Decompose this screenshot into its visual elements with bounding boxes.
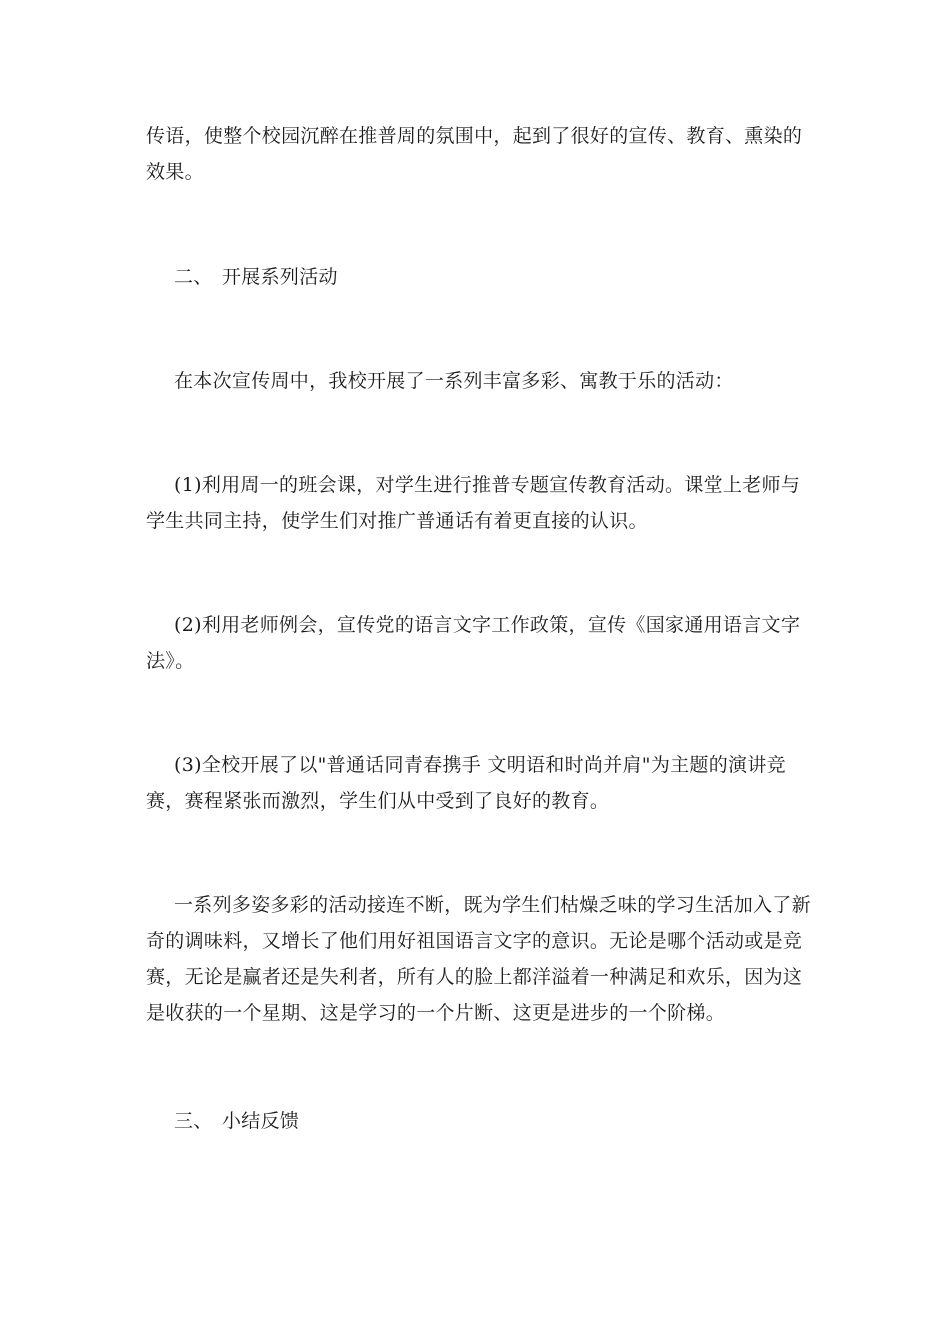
section-title: 小结反馈 [222, 1110, 300, 1132]
list-item-3: (3)全校开展了以"普通话同青春携手 文明语和时尚并肩"为主题的演讲竞赛，赛程紧张而激烈，学生们从中受到了良好的教育。 [146, 754, 786, 812]
paragraph-summary: 一系列多姿多彩的活动接连不断，既为学生们枯燥乏味的学习生活加入了新奇的调味料，又增长了他们用好祖国语言文字的意识。无论是哪个活动或是竞赛，无论是赢者还是失利者，所有人的脸上都洋溢着一种满足和欢乐，因为这是收获的一个星期、这是学习的一个片断、这更是进步的一个阶梯。 [146, 894, 811, 1024]
section-heading-3 [174, 1103, 299, 1139]
section-number: 三、 [174, 1110, 213, 1132]
list-item-1: (1)利用周一的班会课，对学生进行推普专题宣传教育活动。课堂上老师与学生共同主持，使学生们对推广普通话有着更直接的认识。 [146, 474, 801, 532]
paragraph-intro-tail: 传语，使整个校园沉醉在推普周的氛围中，起到了很好的宣传、教育、熏染的效果。 [146, 125, 803, 183]
section-title: 开展系列活动 [222, 266, 338, 288]
section-heading-2 [174, 259, 338, 295]
paragraph-activities-intro: 在本次宣传周中，我校开展了一系列丰富多彩、寓教于乐的活动： [174, 370, 734, 392]
section-number: 二、 [174, 266, 213, 288]
list-item-2: (2)利用老师例会，宣传党的语言文字工作政策，宣传《国家通用语言文字法》。 [146, 614, 801, 672]
